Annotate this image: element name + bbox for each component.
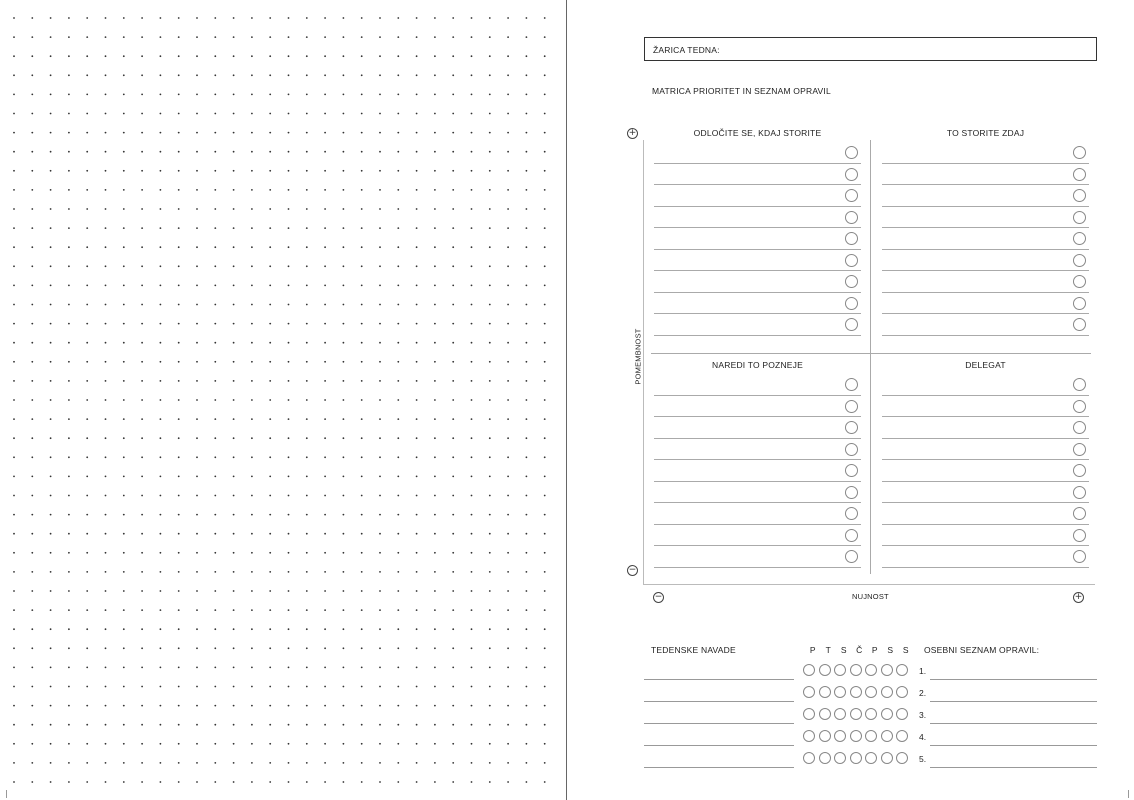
habit-checkbox[interactable] (803, 730, 815, 742)
todo-number: 4. (919, 732, 927, 742)
importance-axis (643, 140, 644, 584)
task-row[interactable] (654, 228, 861, 250)
task-checkbox[interactable] (845, 443, 858, 456)
weekday-label: S (902, 645, 909, 655)
habit-checkbox[interactable] (881, 730, 893, 742)
task-checkbox[interactable] (845, 254, 858, 267)
weekday-label: T (825, 645, 831, 655)
weekday-header (805, 645, 914, 655)
task-checkbox[interactable] (1073, 275, 1086, 288)
habit-checkbox[interactable] (803, 686, 815, 698)
task-rows (882, 142, 1089, 336)
habit-row (803, 708, 912, 730)
task-checkbox[interactable] (845, 486, 858, 499)
task-row[interactable] (882, 250, 1089, 272)
task-row[interactable] (654, 271, 861, 293)
habit-checkbox[interactable] (819, 664, 831, 676)
planner-page (567, 0, 1134, 800)
task-row[interactable] (654, 293, 861, 315)
task-checkbox[interactable] (845, 232, 858, 245)
weekday-label: S (840, 645, 847, 655)
quadrant-title: ODLOČITE SE, KDAJ STORITE (693, 128, 822, 138)
habit-row (803, 686, 912, 708)
matrix-title: MATRICA PRIORITET IN SEZNAM OPRAVIL (652, 86, 831, 96)
task-checkbox[interactable] (1073, 550, 1086, 563)
quadrant-decide (654, 128, 861, 336)
habit-checkbox[interactable] (850, 752, 862, 764)
task-checkbox[interactable] (1073, 318, 1086, 331)
task-row[interactable] (882, 374, 1089, 396)
habit-checkbox[interactable] (896, 708, 908, 720)
habit-checkbox[interactable] (834, 686, 846, 698)
habit-name-line[interactable] (644, 680, 794, 702)
dot-grid (10, 14, 562, 794)
quadrant-divider-horizontal (651, 353, 1091, 354)
habit-checkbox[interactable] (819, 708, 831, 720)
task-row[interactable] (654, 250, 861, 272)
habit-checkbox[interactable] (881, 664, 893, 676)
task-checkbox[interactable] (845, 464, 858, 477)
habit-checkbox[interactable] (819, 686, 831, 698)
habit-checkbox[interactable] (865, 664, 877, 676)
weekday-label: P (809, 645, 816, 655)
habit-checkbox[interactable] (803, 664, 815, 676)
task-rows (654, 374, 861, 568)
habit-checkbox[interactable] (819, 730, 831, 742)
urgency-plus-icon: + (1074, 592, 1083, 602)
habit-checkbox[interactable] (834, 752, 846, 764)
habit-checkbox[interactable] (865, 730, 877, 742)
task-checkbox[interactable] (845, 507, 858, 520)
habit-name-line[interactable] (644, 658, 794, 680)
weekday-label: P (871, 645, 878, 655)
habit-checkbox[interactable] (834, 664, 846, 676)
habit-checkbox[interactable] (881, 752, 893, 764)
habit-checkbox[interactable] (896, 686, 908, 698)
weekday-label: Č (856, 645, 863, 655)
weekly-focus-label: ŽARICA TEDNA: (653, 45, 720, 55)
task-row[interactable] (882, 439, 1089, 461)
todo-number: 5. (919, 754, 927, 764)
task-row[interactable] (882, 503, 1089, 525)
habit-checkbox[interactable] (834, 708, 846, 720)
habit-checkbox[interactable] (896, 664, 908, 676)
urgency-minus-icon: − (654, 592, 663, 602)
todo-item[interactable] (919, 658, 1097, 680)
task-checkbox[interactable] (845, 400, 858, 413)
task-row[interactable] (654, 503, 861, 525)
quadrant-title: TO STORITE ZDAJ (946, 128, 1025, 138)
task-row[interactable] (882, 228, 1089, 250)
habit-tracker-grid (803, 664, 912, 774)
task-row[interactable] (882, 271, 1089, 293)
task-checkbox[interactable] (1073, 443, 1086, 456)
task-checkbox[interactable] (1073, 400, 1086, 413)
habit-checkbox[interactable] (896, 730, 908, 742)
task-row[interactable] (654, 460, 861, 482)
habit-checkbox[interactable] (803, 752, 815, 764)
todo-line (930, 767, 1097, 768)
task-row[interactable] (882, 293, 1089, 315)
task-row[interactable] (654, 374, 861, 396)
task-checkbox[interactable] (845, 275, 858, 288)
habit-checkbox[interactable] (850, 730, 862, 742)
task-checkbox[interactable] (1073, 297, 1086, 310)
importance-plus-icon: + (628, 128, 637, 138)
quadrant-delegate (882, 360, 1089, 568)
task-row[interactable] (654, 207, 861, 229)
habit-row (803, 664, 912, 686)
quadrant-title: NAREDI TO POZNEJE (712, 360, 803, 370)
habit-checkbox[interactable] (896, 752, 908, 764)
weekly-focus-field[interactable] (644, 37, 1097, 61)
task-row[interactable] (882, 314, 1089, 336)
task-row[interactable] (882, 460, 1089, 482)
page-edge-mark (6, 790, 7, 798)
habit-checkbox[interactable] (881, 686, 893, 698)
todo-item[interactable] (919, 680, 1097, 702)
task-checkbox[interactable] (845, 529, 858, 542)
personal-todo-title: OSEBNI SEZNAM OPRAVIL: (924, 645, 1040, 655)
task-checkbox[interactable] (1073, 486, 1086, 499)
task-checkbox[interactable] (1073, 168, 1086, 181)
task-checkbox[interactable] (1073, 254, 1086, 267)
importance-axis-label: POMEMBNOST (633, 328, 643, 385)
task-checkbox[interactable] (1073, 507, 1086, 520)
todo-number: 3. (919, 710, 927, 720)
habit-checkbox[interactable] (834, 730, 846, 742)
task-checkbox[interactable] (845, 168, 858, 181)
task-checkbox[interactable] (1073, 232, 1086, 245)
task-checkbox[interactable] (1073, 464, 1086, 477)
task-checkbox[interactable] (1073, 529, 1086, 542)
task-row[interactable] (882, 417, 1089, 439)
task-row[interactable] (654, 164, 861, 186)
task-row[interactable] (654, 142, 861, 164)
task-row[interactable] (654, 396, 861, 418)
task-checkbox[interactable] (1073, 378, 1086, 391)
todo-number: 2. (919, 688, 927, 698)
todo-number: 1. (919, 666, 927, 676)
habit-checkbox[interactable] (881, 708, 893, 720)
task-checkbox[interactable] (845, 318, 858, 331)
task-checkbox[interactable] (1073, 421, 1086, 434)
quadrant-title: DELEGAT (965, 360, 1006, 370)
task-row[interactable] (654, 525, 861, 547)
todo-item[interactable] (919, 724, 1097, 746)
task-checkbox[interactable] (1073, 146, 1086, 159)
habit-lines (644, 658, 794, 768)
habit-checkbox[interactable] (850, 708, 862, 720)
urgency-axis (643, 584, 1095, 585)
quadrant-do-now (882, 128, 1089, 336)
task-rows (882, 374, 1089, 568)
personal-todo-list (919, 658, 1097, 768)
todo-item[interactable] (919, 746, 1097, 768)
task-row[interactable] (882, 185, 1089, 207)
task-row[interactable] (882, 546, 1089, 568)
habit-checkbox[interactable] (850, 686, 862, 698)
task-row[interactable] (882, 396, 1089, 418)
task-row[interactable] (882, 525, 1089, 547)
task-row[interactable] (882, 164, 1089, 186)
task-row[interactable] (882, 207, 1089, 229)
task-row[interactable] (654, 417, 861, 439)
task-checkbox[interactable] (1073, 211, 1086, 224)
task-row[interactable] (654, 482, 861, 504)
task-checkbox[interactable] (845, 297, 858, 310)
importance-minus-icon: − (628, 565, 637, 575)
weekday-label: S (887, 645, 894, 655)
habit-checkbox[interactable] (819, 752, 831, 764)
task-row[interactable] (882, 482, 1089, 504)
task-checkbox[interactable] (845, 146, 858, 159)
quadrant-later (654, 360, 861, 568)
habit-checkbox[interactable] (865, 686, 877, 698)
habit-checkbox[interactable] (803, 708, 815, 720)
task-row[interactable] (654, 314, 861, 336)
task-checkbox[interactable] (845, 189, 858, 202)
task-row[interactable] (654, 546, 861, 568)
task-checkbox[interactable] (1073, 189, 1086, 202)
urgency-axis-label: NUJNOST (852, 592, 889, 601)
task-checkbox[interactable] (845, 378, 858, 391)
task-checkbox[interactable] (845, 550, 858, 563)
weekly-habits-title: TEDENSKE NAVADE (651, 645, 736, 655)
todo-item[interactable] (919, 702, 1097, 724)
task-checkbox[interactable] (845, 211, 858, 224)
task-row[interactable] (654, 439, 861, 461)
habit-row (803, 730, 912, 752)
task-checkbox[interactable] (845, 421, 858, 434)
quadrant-divider-vertical (870, 140, 871, 574)
task-rows (654, 142, 861, 336)
task-row[interactable] (654, 185, 861, 207)
habit-name-line[interactable] (644, 724, 794, 746)
habit-row (803, 752, 912, 774)
task-row[interactable] (882, 142, 1089, 164)
habit-name-line[interactable] (644, 746, 794, 768)
habit-name-line[interactable] (644, 702, 794, 724)
habit-checkbox[interactable] (865, 708, 877, 720)
habit-checkbox[interactable] (865, 752, 877, 764)
habit-checkbox[interactable] (850, 664, 862, 676)
